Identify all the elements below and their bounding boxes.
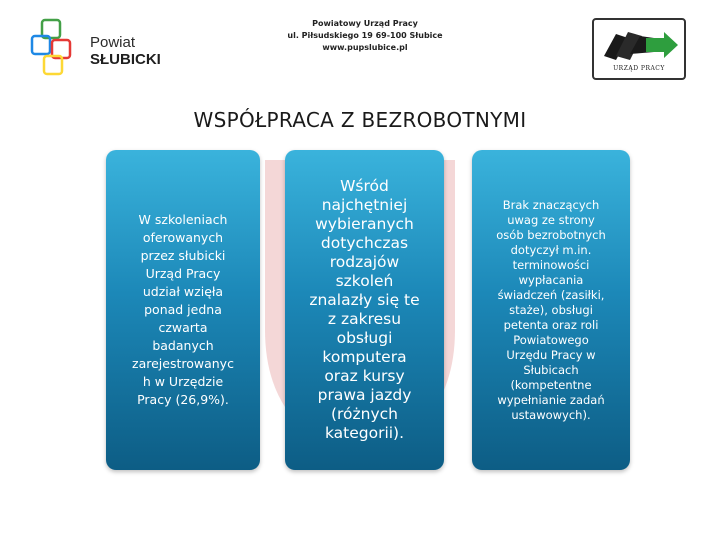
info-card-trainings (106, 150, 260, 470)
logo-line1: Powiat (90, 34, 136, 51)
logo-line2: SŁUBICKI (90, 51, 161, 68)
urzad-pracy-label: URZĄD PRACY (613, 65, 665, 72)
office-website: www.pupslubice.pl (322, 43, 408, 52)
urzad-pracy-logo (592, 18, 686, 80)
info-card-popular-trainings (285, 150, 444, 470)
page-title: WSPÓŁPRACA Z BEZROBOTNYMI (193, 108, 527, 132)
powiat-slubicki-logo (28, 14, 178, 80)
card-text: Wśród najchętniej wybieranych dotychczas rodzajów szkoleń znalazły się te z zakresu obsługi komputera oraz kursy prawa jazdy (różnych kategorii). (309, 177, 420, 442)
card-text: W szkoleniach oferowanych przez słubicki Urząd Pracy udział wzięła ponad jedna czwarta badanych zarejestrowanyc h w Urzędzie Pracy (26,9%). (132, 212, 234, 407)
office-address: ul. Piłsudskiego 19 69-100 Słubice (287, 31, 443, 40)
header-contact-info (250, 18, 480, 54)
arrow-cards-icon (594, 22, 684, 68)
info-card-remarks (472, 150, 630, 470)
colored-squares-icon (28, 14, 88, 80)
office-name: Powiatowy Urząd Pracy (312, 19, 418, 28)
card-text: Brak znaczących uwag ze strony osób bezrobotnych dotyczył m.in. terminowości wypłacania świadczeń (zasiłki, staże), obsługi petenta oraz roli Powiatowego Urzędu Pracy w Słubicach (kompetentne wypełnianie zadań ustawowych). (496, 197, 606, 422)
